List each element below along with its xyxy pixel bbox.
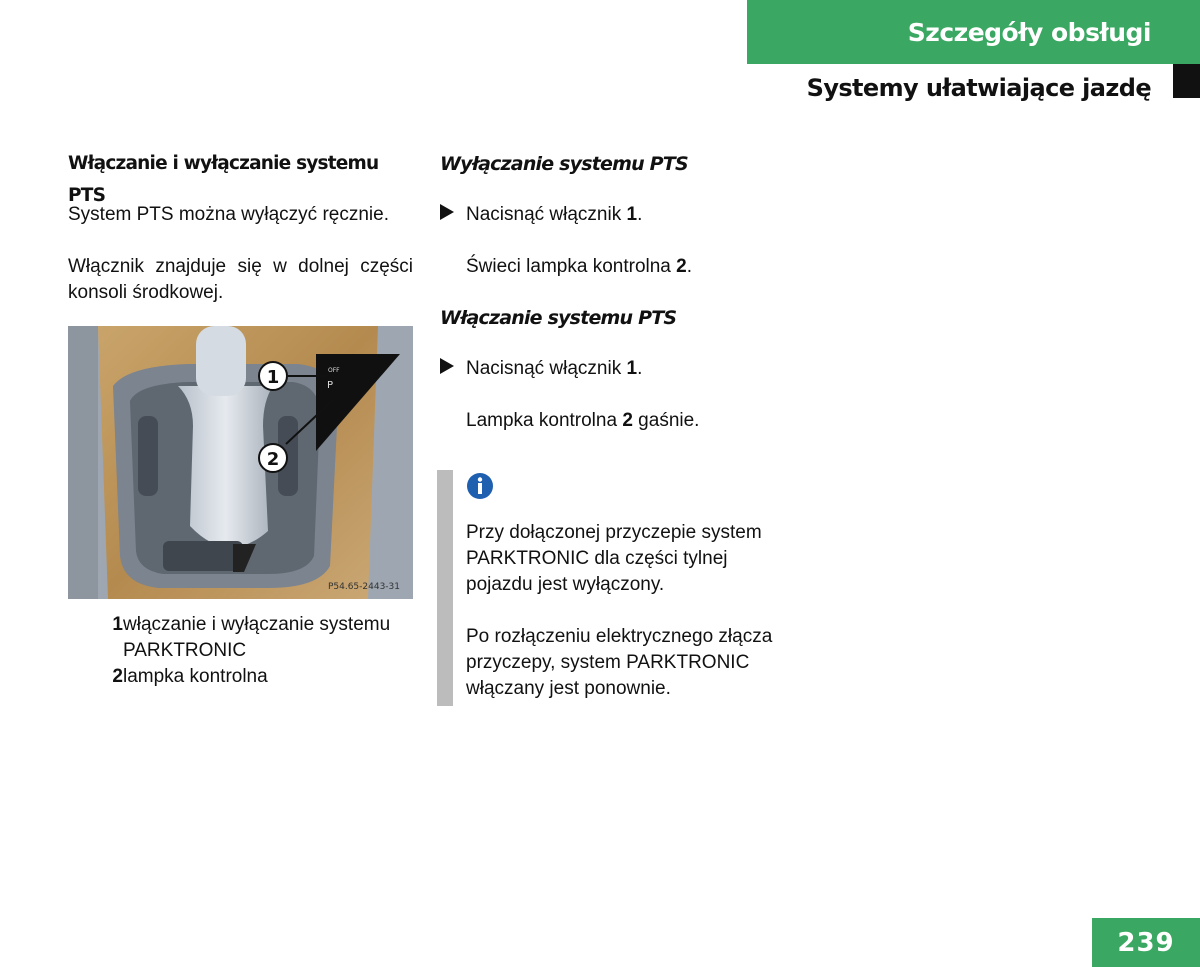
step-arrow-icon (440, 358, 466, 374)
pts-heading: Włączanie i wyłączanie systemu PTS (68, 153, 379, 206)
legend-item: 1 włączanie i wyłączanie systemu PARKTRONIC (112, 614, 391, 661)
paragraph-switch-location: Włącznik znajduje się w dolnej części konsoli środkowej. (68, 256, 413, 303)
on-heading: Włączanie systemu PTS (440, 307, 677, 329)
switch-off-label: OFF (328, 367, 340, 374)
section-title: Szczegóły obsługi (907, 17, 1151, 47)
note-paragraph-1: Przy dołączonej przyczepie system PARKTRONIC dla części tylnej pojazdu jest wyłączony. (466, 522, 762, 595)
console-photo (68, 326, 413, 599)
off-heading: Wyłączanie systemu PTS (440, 153, 688, 175)
subsection-title: Systemy ułatwiające jazdę (806, 74, 1151, 102)
switch-p-label: P (327, 380, 334, 391)
figure-code: P54.65-2443-31 (327, 582, 400, 592)
note-paragraph-2: Po rozłączeniu elektrycznego złącza przyczepy, system PARKTRONIC włączany jest ponownie. (466, 626, 773, 699)
legend-item: 2 lampka kontrolna (112, 666, 268, 687)
note-text (466, 520, 796, 702)
left-column (68, 148, 413, 306)
step-arrow-icon (440, 204, 466, 220)
right-column (440, 148, 785, 434)
off-result: Świeci lampka kontrolna 2. (466, 256, 693, 277)
info-icon (466, 472, 494, 500)
section-header (747, 0, 1200, 64)
paragraph-manual-off: System PTS można wyłączyć ręcznie. (68, 204, 389, 225)
off-step: Nacisnąć włącznik 1. (440, 202, 785, 228)
on-step: Nacisnąć włącznik 1. (440, 356, 785, 382)
page-number: 239 (1092, 918, 1200, 967)
on-result: Lampka kontrolna 2 gaśnie. (466, 410, 700, 431)
callout-2: 2 (266, 449, 280, 470)
callout-1: 1 (266, 367, 280, 388)
figure-legend (68, 612, 413, 690)
chapter-tab (1173, 64, 1200, 98)
note-bar (437, 470, 453, 706)
